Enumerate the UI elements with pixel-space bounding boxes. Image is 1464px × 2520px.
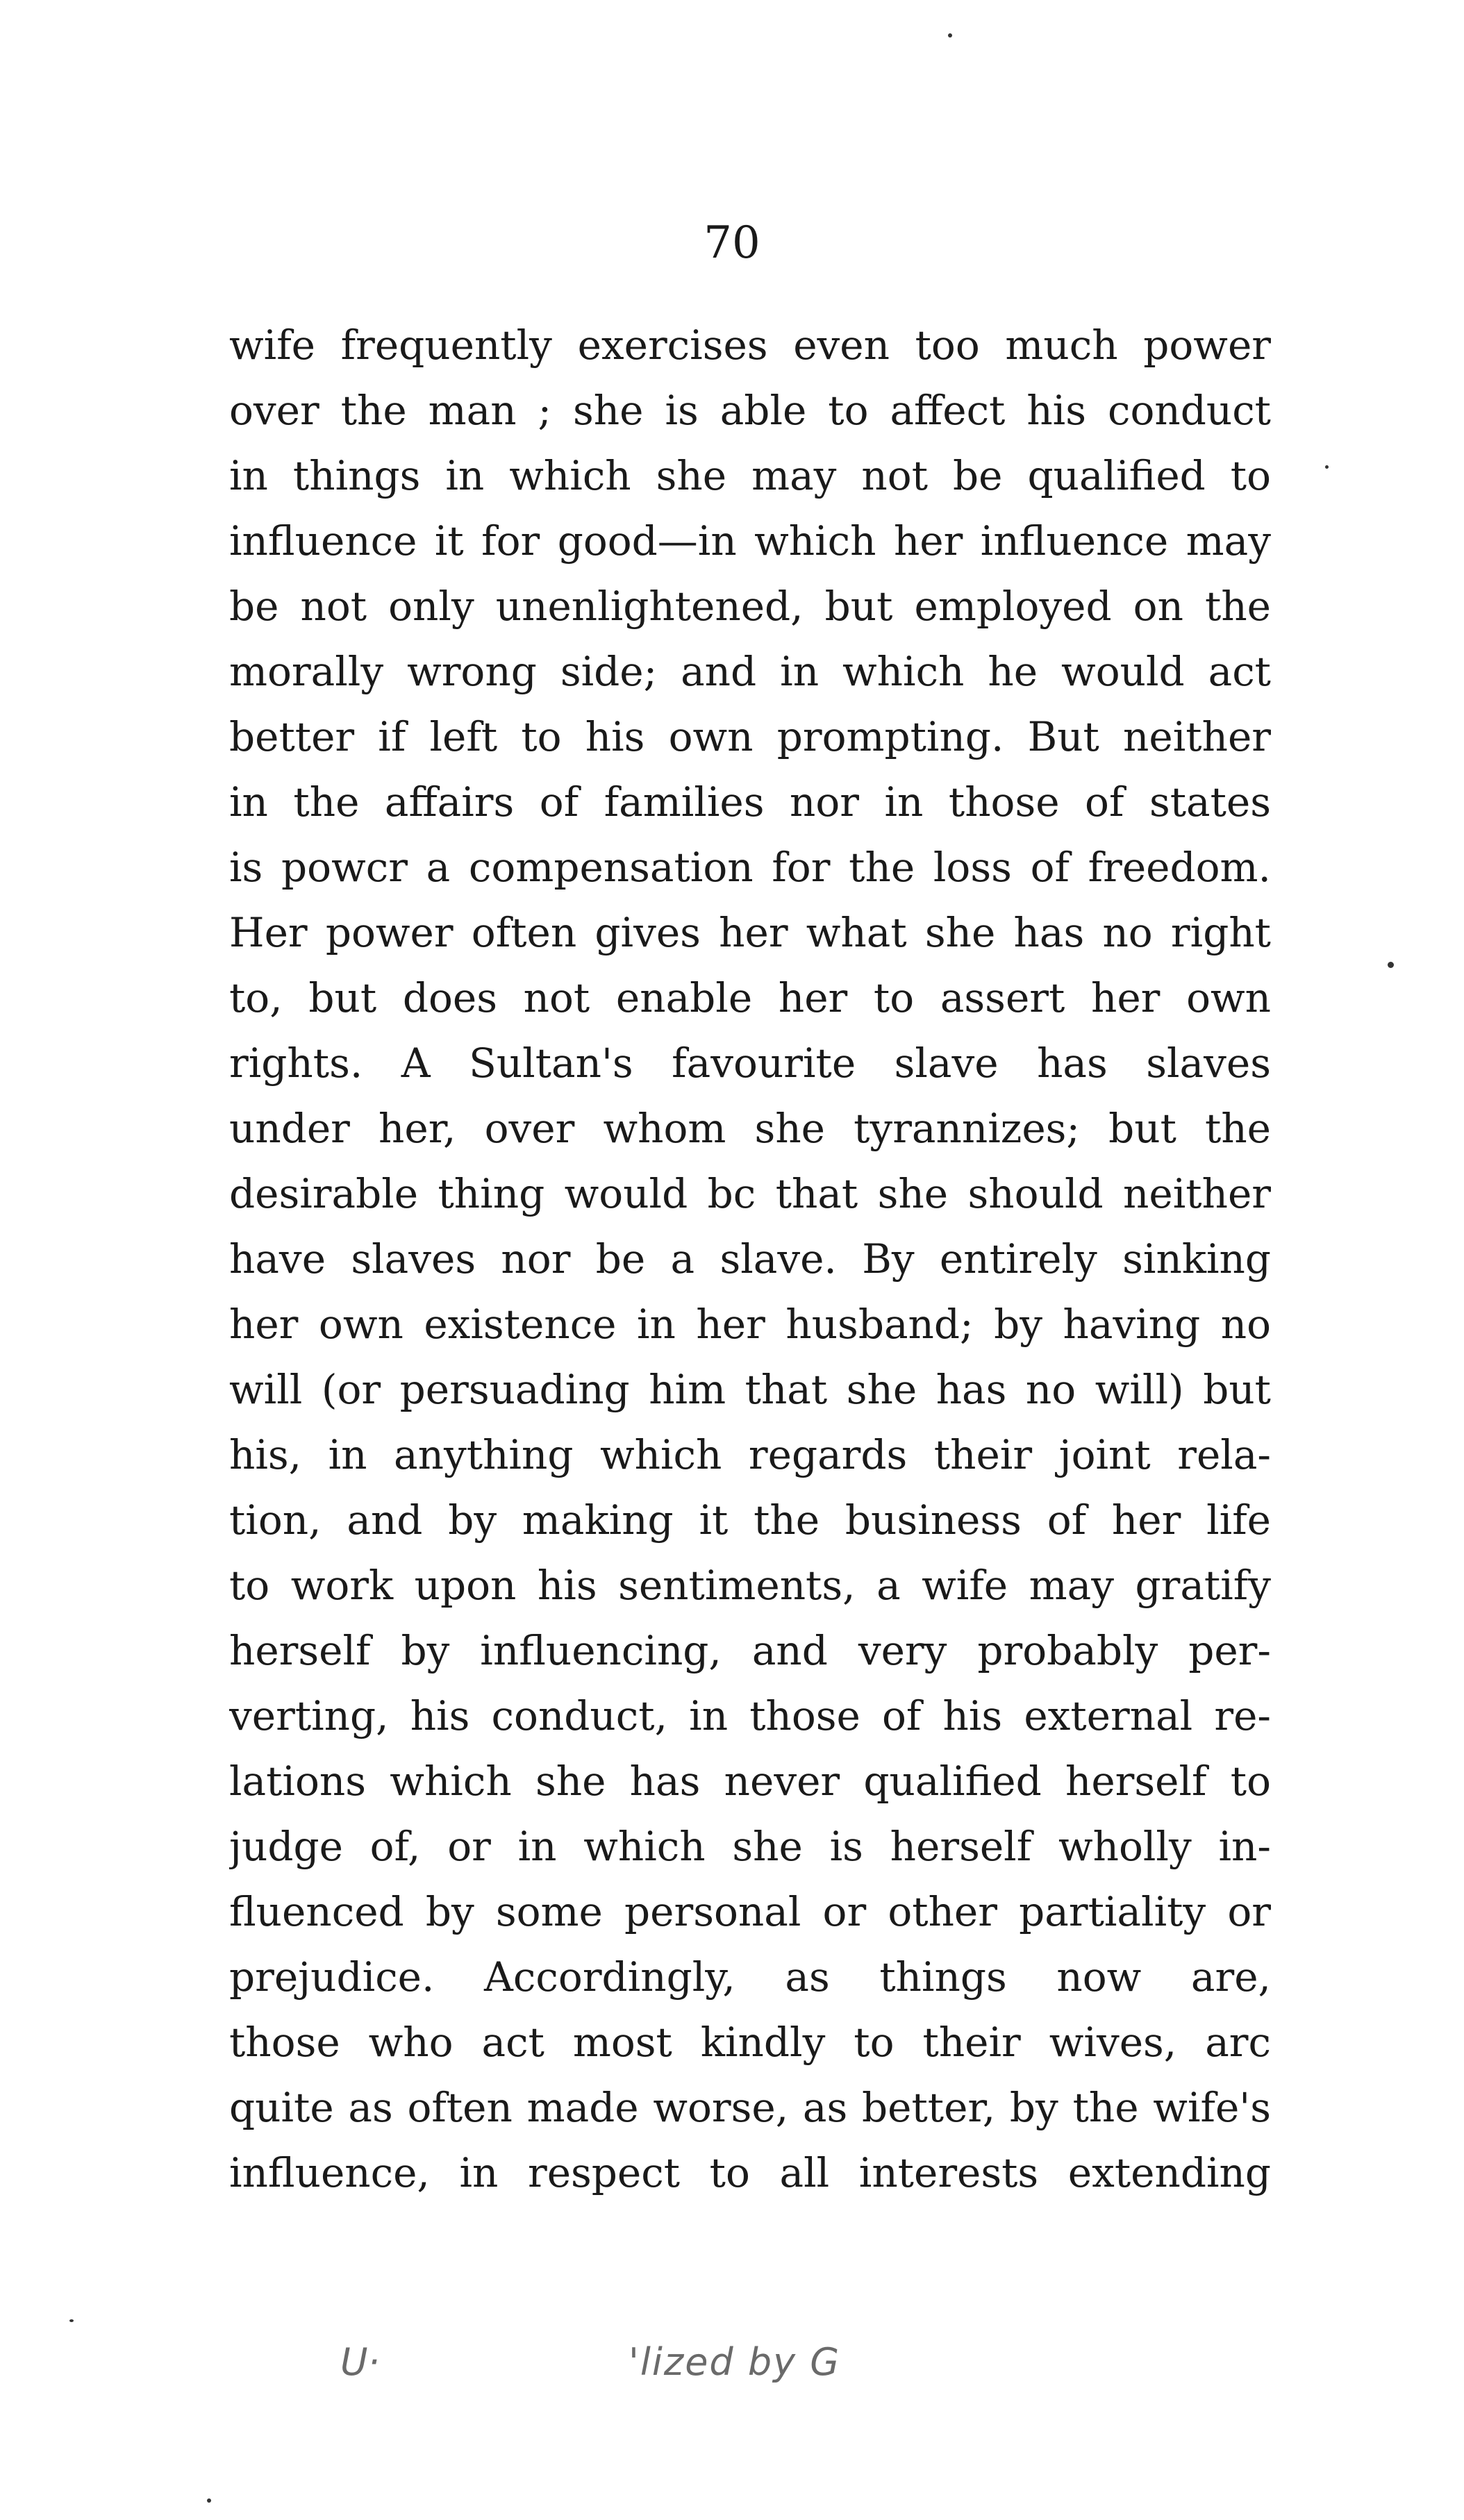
text-line: be not only unenlightened, but employed on the	[229, 583, 1271, 630]
text-line: in things in which she may not be qualified to	[229, 452, 1271, 499]
text-line: morally wrong side; and in which he would act	[229, 648, 1271, 695]
text-line: will (or persuading him that she has no will) but	[229, 1366, 1271, 1413]
text-line: is powcr a compensation for the loss of freedom.	[229, 844, 1271, 891]
text-line: influence, in respect to all interests extending	[229, 2149, 1271, 2196]
text-line: better if left to his own prompting. But neither	[229, 713, 1271, 760]
page-number: 70	[704, 217, 760, 269]
ink-speck	[207, 2498, 211, 2503]
text-line: influence it for good—in which her influence may	[229, 517, 1271, 565]
text-line: prejudice. Accordingly, as things now are,	[229, 1953, 1271, 2001]
footer-mark: U·	[340, 2340, 380, 2384]
page-footer	[0, 2340, 1464, 2396]
ink-speck	[69, 2319, 74, 2322]
text-line: Her power often gives her what she has no right	[229, 909, 1271, 956]
text-line: lations which she has never qualified herself to	[229, 1758, 1271, 1805]
text-line: desirable thing would bc that she should neither	[229, 1170, 1271, 1217]
text-line: verting, his conduct, in those of his external re-	[229, 1692, 1271, 1739]
text-line: over the man ; she is able to affect his conduct	[229, 387, 1271, 434]
text-line: her own existence in her husband; by having no	[229, 1301, 1271, 1348]
text-line: fluenced by some personal or other partiality or	[229, 1888, 1271, 1935]
text-line: to work upon his sentiments, a wife may gratify	[229, 1562, 1271, 1609]
text-line: those who act most kindly to their wives, arc	[229, 2019, 1271, 2066]
text-line: have slaves nor be a slave. By entirely sinking	[229, 1235, 1271, 1283]
text-line: to, but does not enable her to assert her own	[229, 974, 1271, 1021]
body-text	[229, 312, 1271, 2205]
ink-speck	[1325, 465, 1329, 469]
text-line: judge of, or in which she is herself wholly in-	[229, 1823, 1271, 1870]
ink-speck	[1388, 962, 1394, 968]
text-line: tion, and by making it the business of her life	[229, 1496, 1271, 1544]
text-line: his, in anything which regards their joint rela-	[229, 1431, 1271, 1478]
ink-speck	[948, 33, 952, 37]
text-line: wife frequently exercises even too much power	[229, 322, 1271, 369]
text-line: quite as often made worse, as better, by the wife's	[229, 2084, 1271, 2131]
text-line: rights. A Sultan's favourite slave has slaves	[229, 1040, 1271, 1087]
text-line: in the affairs of families nor in those of states	[229, 778, 1271, 826]
text-line: under her, over whom she tyrannizes; but the	[229, 1105, 1271, 1152]
text-line: herself by influencing, and very probably per-	[229, 1627, 1271, 1674]
digitization-watermark: 'lized by G	[629, 2340, 841, 2384]
